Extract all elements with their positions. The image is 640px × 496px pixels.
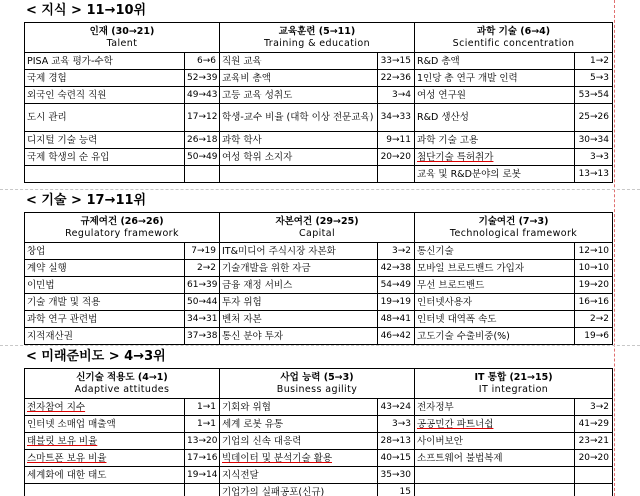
cell-label: 전자참여 지수 <box>25 399 185 416</box>
cell-value: 19→14 <box>185 467 220 484</box>
table-row <box>25 467 613 484</box>
cell-label: R&D 생산성 <box>415 104 575 132</box>
cell-value: 3→2 <box>575 399 613 416</box>
cell-label: 기업가의 실패공포(신규) <box>220 484 378 496</box>
cell-label: 전자정부 <box>415 399 575 416</box>
cell-value: 54→49 <box>378 277 415 294</box>
cell-value: 5→3 <box>575 70 613 87</box>
section-title-future-readiness: < 미래준비도 > 4→3위 <box>26 349 166 364</box>
cell-label: 과학 연구 관련법 <box>25 311 185 328</box>
table-row <box>25 433 613 450</box>
cell-value: 43→24 <box>378 399 415 416</box>
table-row <box>25 166 613 183</box>
cell-label <box>25 166 185 183</box>
cell-label: 과학 학사 <box>220 132 378 149</box>
cell-value: 28→13 <box>378 433 415 450</box>
cell-value <box>575 467 613 484</box>
cell-value: 30→34 <box>575 132 613 149</box>
cell-value: 3→4 <box>378 87 415 104</box>
cell-label: 계약 실행 <box>25 260 185 277</box>
cell-value: 61→39 <box>185 277 220 294</box>
cell-value: 33→15 <box>378 53 415 70</box>
table-row <box>25 294 613 311</box>
cell-value: 7→19 <box>185 243 220 260</box>
cell-label: 디지털 기술 능력 <box>25 132 185 149</box>
cell-label: R&D 총액 <box>415 53 575 70</box>
cell-label: 세계화에 대한 태도 <box>25 467 185 484</box>
cell-label: 지식전달 <box>220 467 378 484</box>
cell-label: 국제 학생의 순 유입 <box>25 149 185 166</box>
header-regulatory-framework: 규제여건 (26→26) Regulatory framework <box>25 213 220 243</box>
cell-value: 46→42 <box>378 328 415 345</box>
cell-label: 고등 교육 성취도 <box>220 87 378 104</box>
cell-label: 학생-교수 비율 (대학 이상 전문교육) <box>220 104 378 132</box>
cell-value <box>185 484 220 496</box>
header-it-integration: IT 통합 (21→15) IT integration <box>415 369 613 399</box>
cell-label: 교육비 총액 <box>220 70 378 87</box>
cell-value: 19→19 <box>378 294 415 311</box>
cell-value: 12→10 <box>575 243 613 260</box>
cell-label: 금융 재정 서비스 <box>220 277 378 294</box>
cell-label: 기술 개발 및 적용 <box>25 294 185 311</box>
cell-label: 통신 분야 투자 <box>220 328 378 345</box>
cell-label: 사이버보안 <box>415 433 575 450</box>
cell-label: 세계 로봇 유통 <box>220 416 378 433</box>
cell-label: 기술개발을 위한 자금 <box>220 260 378 277</box>
cell-value: 3→3 <box>575 149 613 166</box>
cell-label: 공공민간 파트너쉽 <box>415 416 575 433</box>
table-row <box>25 87 613 104</box>
cell-label: 이민법 <box>25 277 185 294</box>
cell-label <box>415 467 575 484</box>
cell-value: 15 <box>378 484 415 496</box>
cell-label: 인터넷사용자 <box>415 294 575 311</box>
cell-label: 국제 경험 <box>25 70 185 87</box>
cell-value: 2→2 <box>575 311 613 328</box>
cell-label: 고도기술 수출비중(%) <box>415 328 575 345</box>
future-readiness-table <box>24 368 613 496</box>
table-row <box>25 104 613 132</box>
cell-label: 통신기술 <box>415 243 575 260</box>
right-margin-guide <box>614 0 615 496</box>
header-scientific-concentration: 과학 기술 (6→4) Scientific concentration <box>415 23 613 53</box>
cell-value: 35→30 <box>378 467 415 484</box>
cell-value: 25→26 <box>575 104 613 132</box>
cell-label: 창업 <box>25 243 185 260</box>
cell-value: 20→20 <box>378 149 415 166</box>
table-row <box>25 70 613 87</box>
table-row <box>25 416 613 433</box>
cell-value: 49→43 <box>185 87 220 104</box>
cell-value: 17→16 <box>185 450 220 467</box>
technology-table <box>24 212 613 345</box>
cell-label: 무선 브로드밴드 <box>415 277 575 294</box>
cell-label: 기회와 위협 <box>220 399 378 416</box>
cell-value: 34→33 <box>378 104 415 132</box>
cell-label: 기업의 신속 대응력 <box>220 433 378 450</box>
header-capital: 자본여건 (29→25) Capital <box>220 213 415 243</box>
cell-label: 지적재산권 <box>25 328 185 345</box>
cell-label: 빅데이터 및 분석기술 활용 <box>220 450 378 467</box>
table-header-row <box>25 213 613 243</box>
section-divider <box>0 189 640 190</box>
cell-value: 22→36 <box>378 70 415 87</box>
cell-value: 50→44 <box>185 294 220 311</box>
cell-value: 50→49 <box>185 149 220 166</box>
cell-value: 3→2 <box>378 243 415 260</box>
cell-value: 3→3 <box>378 416 415 433</box>
table-row <box>25 484 613 496</box>
cell-label: 교육 및 R&D분야의 로봇 <box>415 166 575 183</box>
cell-label: 과학 기술 고용 <box>415 132 575 149</box>
cell-label <box>220 166 378 183</box>
cell-value: 26→18 <box>185 132 220 149</box>
table-header-row <box>25 23 613 53</box>
cell-label: 직원 교육 <box>220 53 378 70</box>
cell-value: 40→15 <box>378 450 415 467</box>
header-technological-framework: 기술여건 (7→3) Technological framework <box>415 213 613 243</box>
cell-label: 도시 관리 <box>25 104 185 132</box>
table-row <box>25 260 613 277</box>
cell-value: 42→38 <box>378 260 415 277</box>
cell-value: 16→16 <box>575 294 613 311</box>
cell-value: 37→38 <box>185 328 220 345</box>
cell-label: PISA 교육 평가-수학 <box>25 53 185 70</box>
section-title-technology: < 기술 > 17→11위 <box>26 193 147 208</box>
cell-value: 52→39 <box>185 70 220 87</box>
cell-value: 1→1 <box>185 416 220 433</box>
cell-value <box>575 484 613 496</box>
cell-value: 41→29 <box>575 416 613 433</box>
cell-label: 여성 연구원 <box>415 87 575 104</box>
cell-label: 태블릿 보유 비율 <box>25 433 185 450</box>
table-row <box>25 328 613 345</box>
cell-label: 외국인 숙련직 직원 <box>25 87 185 104</box>
cell-value: 19→6 <box>575 328 613 345</box>
cell-label: 인터넷 대역폭 속도 <box>415 311 575 328</box>
cell-label: 첨단기술 특허취가 <box>415 149 575 166</box>
table-header-row <box>25 369 613 399</box>
cell-label: 스마트폰 보유 비율 <box>25 450 185 467</box>
cell-label: 모바일 브로드밴드 가입자 <box>415 260 575 277</box>
table-row <box>25 450 613 467</box>
table-row <box>25 311 613 328</box>
cell-label: 소프트웨어 불법복제 <box>415 450 575 467</box>
table-row <box>25 277 613 294</box>
cell-value: 17→12 <box>185 104 220 132</box>
cell-value <box>185 166 220 183</box>
cell-value: 9→11 <box>378 132 415 149</box>
cell-value: 6→6 <box>185 53 220 70</box>
cell-value: 10→10 <box>575 260 613 277</box>
cell-label <box>25 484 185 496</box>
cell-value: 23→21 <box>575 433 613 450</box>
cell-label: 여성 학위 소지자 <box>220 149 378 166</box>
cell-label: 인터넷 소매업 매출액 <box>25 416 185 433</box>
cell-value: 34→31 <box>185 311 220 328</box>
cell-label: 벤처 자본 <box>220 311 378 328</box>
cell-value: 1→1 <box>185 399 220 416</box>
section-divider <box>0 345 640 346</box>
header-training-education: 교육훈련 (5→11) Training & education <box>220 23 415 53</box>
section-title-knowledge: < 지식 > 11→10위 <box>26 3 147 18</box>
table-row <box>25 132 613 149</box>
table-row <box>25 149 613 166</box>
cell-value: 53→54 <box>575 87 613 104</box>
cell-label: 1인당 총 연구 개발 인력 <box>415 70 575 87</box>
cell-value <box>378 166 415 183</box>
cell-value: 48→41 <box>378 311 415 328</box>
cell-value: 19→20 <box>575 277 613 294</box>
cell-value: 1→2 <box>575 53 613 70</box>
cell-value: 20→20 <box>575 450 613 467</box>
knowledge-table <box>24 22 613 183</box>
header-adaptive-attitudes: 신기술 적용도 (4→1) Adaptive attitudes <box>25 369 220 399</box>
table-row <box>25 399 613 416</box>
table-row <box>25 243 613 260</box>
header-business-agility: 사업 능력 (5→3) Business agility <box>220 369 415 399</box>
cell-label: IT&미디어 주식시장 자본화 <box>220 243 378 260</box>
cell-value: 2→2 <box>185 260 220 277</box>
cell-value: 13→13 <box>575 166 613 183</box>
cell-label <box>415 484 575 496</box>
cell-label: 투자 위험 <box>220 294 378 311</box>
header-talent: 인재 (30→21) Talent <box>25 23 220 53</box>
table-row <box>25 53 613 70</box>
cell-value: 13→20 <box>185 433 220 450</box>
